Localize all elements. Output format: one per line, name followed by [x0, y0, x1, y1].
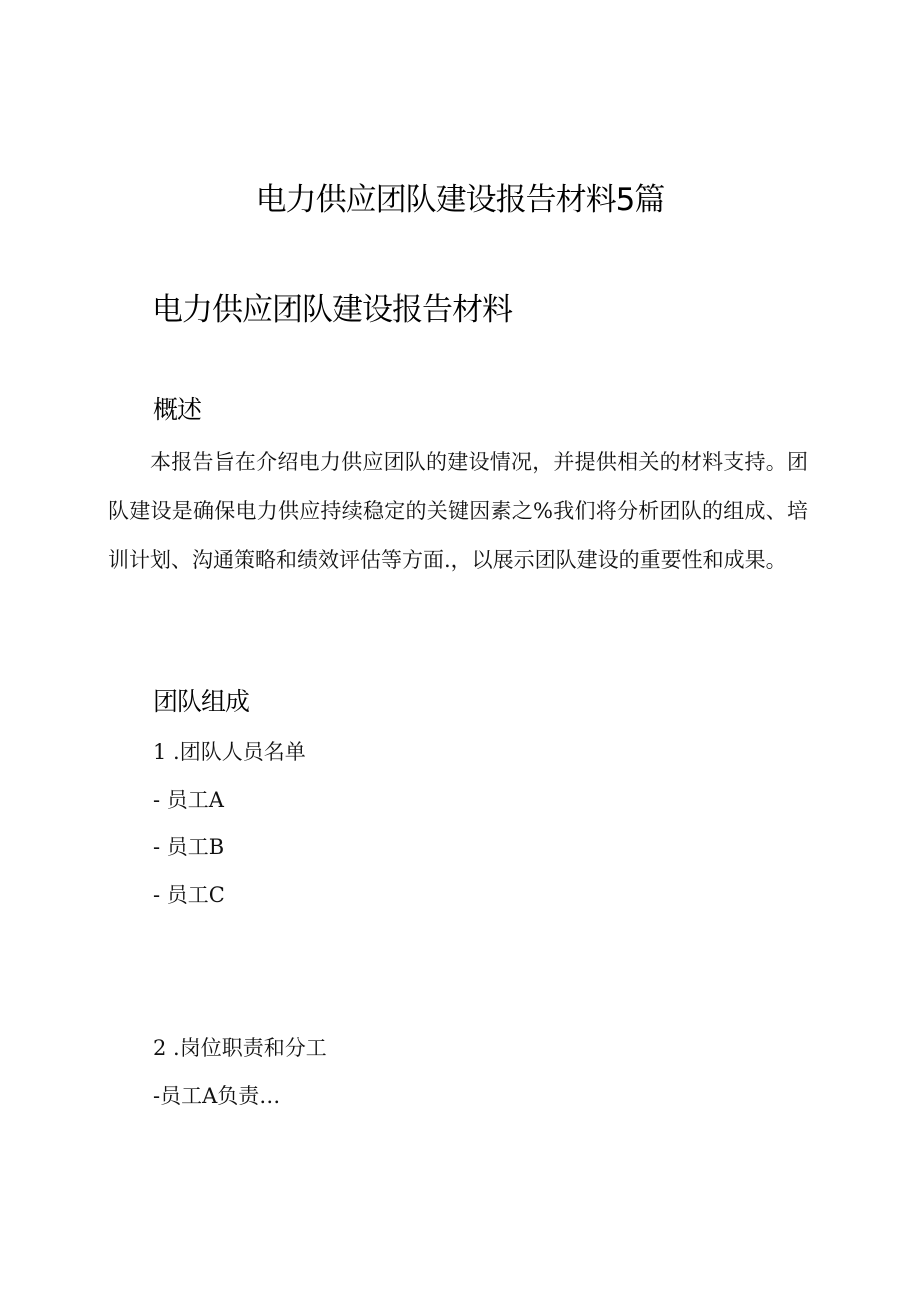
list-item: - 员工A	[153, 788, 224, 812]
list-item: - 员工C	[153, 883, 225, 907]
list-title-team-members: 1 .团队人员名单	[153, 740, 306, 764]
document-subtitle: 电力供应团队建设报告材料	[152, 292, 512, 328]
list-item: -员工A负责…	[153, 1084, 281, 1108]
overview-paragraph: 本报告旨在介绍电力供应团队的建设情况，并提供相关的材料支持。团队建设是确保电力供应持续稳定的关键因素之%我们将分析团队的组成、培训计划、沟通策略和绩效评估等方面.，以展示团队建设的重要性和成果。	[108, 450, 808, 572]
list-title-duties: 2 .岗位职责和分工	[153, 1036, 327, 1060]
overview-heading: 概述	[153, 395, 202, 424]
list-item: - 员工B	[153, 835, 225, 859]
document-title: 电力供应团队建设报告材料5篇	[255, 182, 665, 218]
team-composition-heading: 团队组成	[153, 687, 250, 716]
